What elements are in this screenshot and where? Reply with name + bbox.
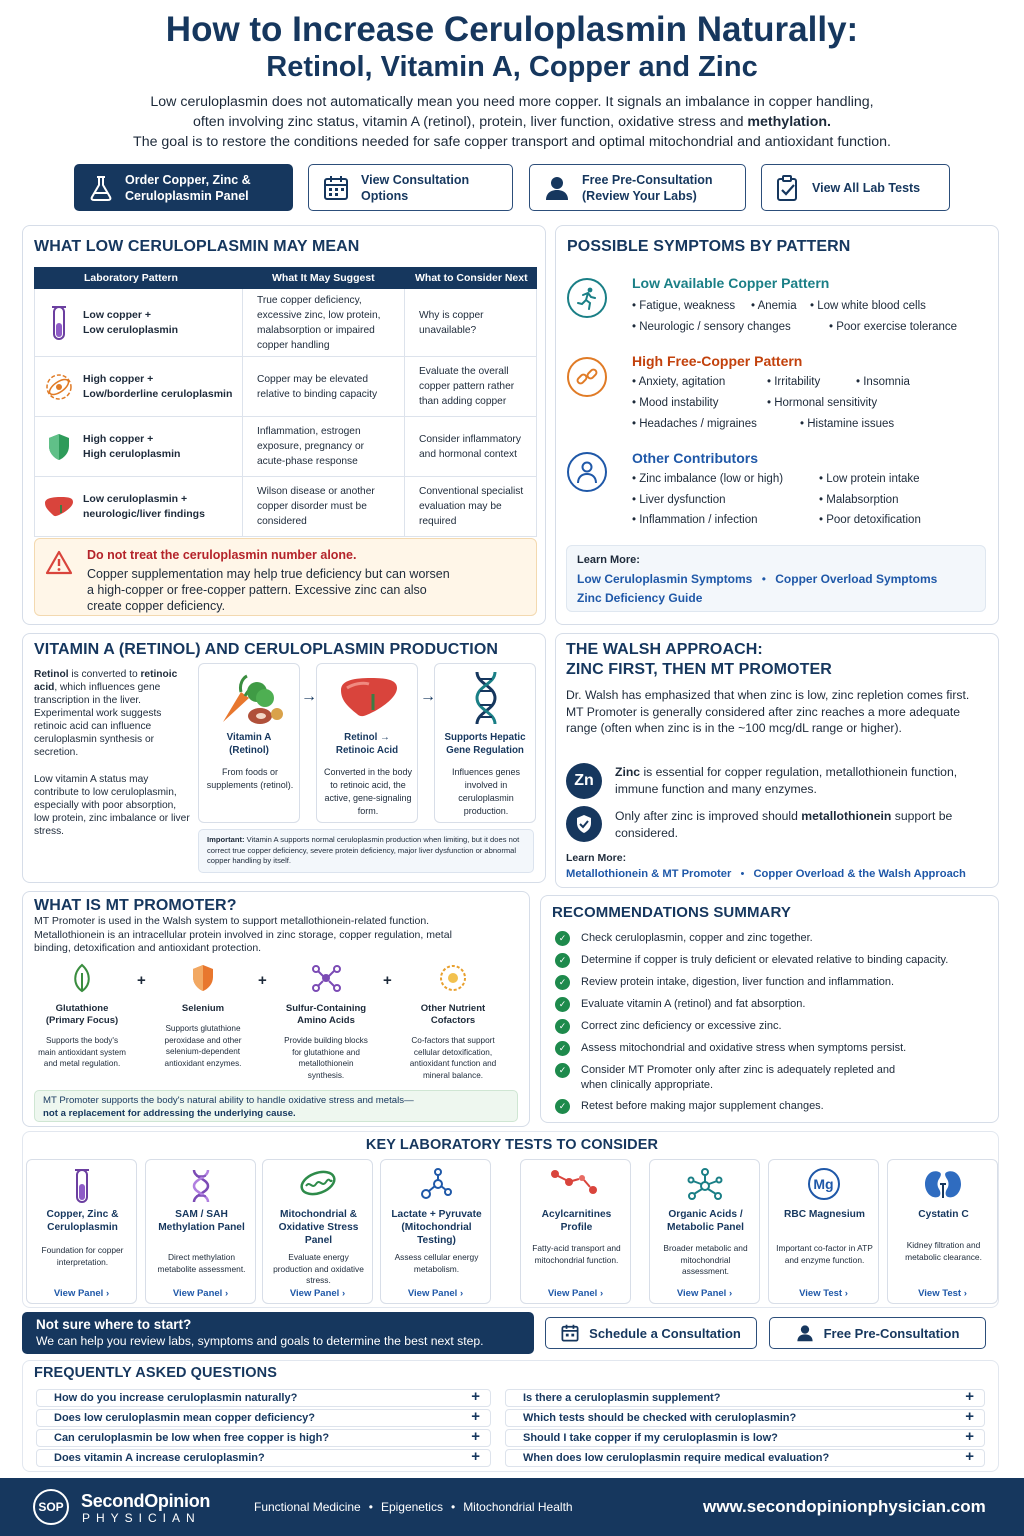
recommendation-item: ✓ Consider MT Promoter only after zinc is adequately repleted and when clinically appropriate. <box>555 1063 915 1093</box>
symptom-item: • Liver dysfunction <box>632 494 726 506</box>
check-icon: ✓ <box>555 1041 570 1056</box>
check-icon: ✓ <box>555 1019 570 1034</box>
plus-icon: + <box>471 1448 480 1465</box>
runner-icon <box>567 278 607 318</box>
recommendation-item: ✓ Evaluate vitamin A (retinol) and fat absorption. <box>555 997 975 1012</box>
brand-name: SecondOpinion <box>81 1491 211 1511</box>
footer-tagline: Functional Medicine • Epigenetics • Mitochondrial Health <box>254 1500 573 1514</box>
check-icon: ✓ <box>555 997 570 1012</box>
zinc-badge: Zn <box>566 763 602 799</box>
plus-icon: + <box>471 1428 480 1445</box>
mt-promoter-title: WHAT IS MT PROMOTER? <box>34 897 237 914</box>
check-icon: ✓ <box>555 1099 570 1114</box>
molecule-icon <box>311 963 341 993</box>
recommendation-item: ✓ Correct zinc deficiency or excessive zinc. <box>555 1019 975 1034</box>
table-row: Low ceruloplasmin + neurologic/liver findings Wilson disease or another copper disorder must be considered Conventional specialist evaluation may be required <box>34 477 537 537</box>
plus-icon: + <box>965 1428 974 1445</box>
free-preconsultation-button[interactable]: Free Pre-Consultation <box>769 1317 986 1349</box>
vitamin-a-paragraph-2: Low vitamin A status may contribute to low ceruloplasmin, especially with poor absorption, low protein, zinc imbalance or liver stress. <box>34 774 190 837</box>
low-ceruloplasmin-title: WHAT LOW CERULOPLASMIN MAY MEAN <box>34 238 360 255</box>
calendar-icon <box>561 1324 579 1342</box>
clipboard-icon <box>776 175 800 201</box>
symptom-item: • Histamine issues <box>800 418 895 430</box>
symptom-item: • Low white blood cells <box>810 300 926 312</box>
check-icon: ✓ <box>555 931 570 946</box>
view-panel-link[interactable]: View Panel › <box>676 1288 733 1299</box>
vegetables-icon <box>215 672 285 726</box>
consultation-options-button[interactable]: View Consultation Options <box>308 164 513 211</box>
recommendations-title: RECOMMENDATIONS SUMMARY <box>552 904 791 921</box>
view-panel-link[interactable]: View Panel › <box>547 1288 604 1299</box>
faq-item[interactable]: Which tests should be checked with ceruloplasmin? + <box>505 1409 985 1427</box>
broken-link-icon <box>567 357 607 397</box>
lab-test-card[interactable]: Mg RBC Magnesium Important co-factor in ATP and enzyme function. View Test › <box>768 1159 879 1304</box>
vitamin-a-important-note: Important: Vitamin A supports normal ceruloplasmin production when limiting, but it does not correct true copper deficiency, severe protein deficiency, major liver dysfunction or abnormal copper handling by itself. <box>198 829 534 873</box>
person-icon <box>544 175 570 201</box>
plus-icon: + <box>471 1408 480 1425</box>
schedule-consultation-button[interactable]: Schedule a Consultation <box>545 1317 757 1349</box>
sun-cofactor-icon <box>438 963 468 993</box>
symptom-item: • Malabsorption <box>819 494 899 506</box>
walsh-learn-more: Learn More: Metallothionein & MT Promoter • Copper Overload & the Walsh Approach <box>566 852 966 880</box>
shield-icon <box>566 806 602 842</box>
symptom-item: • Low protein intake <box>819 473 920 485</box>
recommendation-item: ✓ Assess mitochondrial and oxidative stress when symptoms persist. <box>555 1041 975 1056</box>
link-low-ceruloplasmin-symptoms[interactable]: Low Ceruloplasmin Symptoms <box>577 572 753 586</box>
mt-item: Other Nutrient Cofactors Co-factors that support cellular detoxification, antioxidant function and mineral balance. <box>408 963 498 1081</box>
vitamin-a-paragraph-1: Retinol is converted to retinoic acid, which influences gene transcription in the liver. Experimental work suggests retinoic acid can influence ceruloplasmin synthesis or secretion. <box>34 669 178 758</box>
lab-tests-title: KEY LABORATORY TESTS TO CONSIDER <box>365 1137 659 1153</box>
lab-test-card[interactable]: SAM / SAH Methylation Panel Direct methylation metabolite assessment. View Panel › <box>145 1159 256 1304</box>
walsh-title-1: THE WALSH APPROACH: <box>566 641 763 658</box>
symptom-item: • Anxiety, agitation <box>632 376 726 388</box>
faq-title: FREQUENTLY ASKED QUESTIONS <box>34 1365 277 1381</box>
lab-test-card[interactable]: Mitochondrial & Oxidative Stress Panel Evaluate energy production and oxidative stress. View Panel › <box>262 1159 373 1304</box>
molecule-chain-icon <box>549 1168 603 1198</box>
vitamin-a-step: Vitamin A (Retinol) From foods or supplements (retinol). <box>198 663 300 823</box>
lab-table-header: Laboratory Pattern What It May Suggest What to Consider Next <box>34 267 537 289</box>
symptom-item: • Irritability <box>767 376 821 388</box>
brand-sub: PHYSICIAN <box>82 1511 201 1525</box>
symptom-item: • Insomnia <box>856 376 910 388</box>
view-all-lab-tests-button[interactable]: View All Lab Tests <box>761 164 950 211</box>
shield-icon <box>190 963 216 993</box>
flask-icon <box>89 175 113 201</box>
mt-item: Glutathione (Primary Focus) Supports the body's main antioxidant system and metal regulation. <box>37 963 127 1070</box>
view-test-link[interactable]: View Test › <box>918 1288 967 1299</box>
liver-icon <box>337 674 401 720</box>
footer <box>0 1478 1024 1536</box>
symptom-item: • Neurologic / sensory changes <box>632 321 791 333</box>
mt-item: Selenium Supports glutathione peroxidase and other selenium-dependent antioxidant enzymes. <box>158 963 248 1069</box>
mt-promoter-paragraph: MT Promoter is used in the Walsh system to support metallothionein-related function. Metallothionein is an intracellular protein involved in zinc storage, copper regulation, metal binding, detoxification and antioxidant protection. <box>34 915 452 954</box>
faq-item[interactable]: Does vitamin A increase ceruloplasmin? + <box>36 1449 491 1467</box>
view-panel-link[interactable]: View Panel › <box>407 1288 464 1299</box>
patient-icon <box>567 452 607 492</box>
symptom-item: • Hormonal sensitivity <box>767 397 878 409</box>
check-icon: ✓ <box>555 975 570 990</box>
page-title: How to Increase Ceruloplasmin Naturally: <box>165 10 859 49</box>
symptoms-title: POSSIBLE SYMPTOMS BY PATTERN <box>567 238 851 255</box>
lab-test-card[interactable]: Lactate + Pyruvate (Mitochondrial Testing) Assess cellular energy metabolism. View Panel › <box>380 1159 491 1304</box>
faq-item[interactable]: Does low ceruloplasmin mean copper deficiency? + <box>36 1409 491 1427</box>
table-row: Low copper + Low ceruloplasmin True copper deficiency, excessive zinc, low protein, malabsorption or impaired copper handling Why is copper unavailable? <box>34 289 537 357</box>
dna-icon <box>190 1168 212 1204</box>
page-subtitle: Retinol, Vitamin A, Copper and Zinc <box>266 51 758 83</box>
walsh-mt-text: Only after zinc is improved should metallothionein support be considered. <box>615 809 953 840</box>
leaf-icon <box>69 963 95 993</box>
plus-icon: + <box>965 1408 974 1425</box>
plus-icon: + <box>383 972 392 989</box>
symptom-item: • Zinc imbalance (low or high) <box>632 473 784 485</box>
faq-item[interactable]: How do you increase ceruloplasmin naturally? + <box>36 1389 491 1407</box>
link-copper-overload-walsh[interactable]: Copper Overload & the Walsh Approach <box>753 868 966 880</box>
link-zinc-deficiency-guide[interactable]: Zinc Deficiency Guide <box>577 591 703 605</box>
walsh-paragraph: Dr. Walsh has emphasized that when zinc is low, zinc repletion comes first. MT Promoter is generally considered after zinc reaches a more adequate range (often when zinc is in the ~100 mcg/dL range or higher). <box>566 688 970 735</box>
network-icon <box>687 1168 723 1204</box>
check-icon: ✓ <box>555 953 570 968</box>
other-contributors-title: Other Contributors <box>632 450 758 466</box>
lab-test-card[interactable]: Acylcarnitines Profile Fatty-acid transport and mitochondrial function. View Panel › <box>520 1159 631 1304</box>
recommendation-item: ✓ Review protein intake, digestion, liver function and inflammation. <box>555 975 975 990</box>
website-link[interactable]: www.secondopinionphysician.com <box>703 1497 986 1516</box>
cta-banner: Not sure where to start? We can help you review labs, symptoms and goals to determine the best next step. <box>22 1312 534 1354</box>
warning-icon <box>45 550 73 575</box>
person-icon <box>796 1324 814 1342</box>
mg-icon: Mg <box>808 1168 840 1200</box>
view-panel-link[interactable]: View Panel › <box>172 1288 229 1299</box>
vitamin-a-step: Supports Hepatic Gene Regulation Influences genes involved in ceruloplasmin production. <box>434 663 536 823</box>
test-tube-icon <box>51 305 67 341</box>
link-copper-overload-symptoms[interactable]: Copper Overload Symptoms <box>775 572 938 586</box>
arrow-icon: → <box>420 688 436 705</box>
warning-box: Do not treat the ceruloplasmin number alone. Copper supplementation may help true deficiency but can worsen a high-copper or free-copper pattern. Excessive zinc can also create copper deficiency. <box>34 538 537 616</box>
arrow-icon: → <box>301 688 317 705</box>
lab-test-card[interactable]: Copper, Zinc & Ceruloplasmin Foundation for copper interpretation. View Panel › <box>26 1159 137 1304</box>
sop-logo-mark: SOP <box>33 1489 69 1525</box>
view-panel-link[interactable]: View Panel › <box>53 1288 110 1299</box>
symptom-item: • Inflammation / infection <box>632 514 758 526</box>
plus-icon: + <box>965 1448 974 1465</box>
symptom-item: • Headaches / migraines <box>632 418 757 430</box>
table-row: High copper + High ceruloplasmin Inflammation, estrogen exposure, pregnancy or acute-phase response Consider inflammatory and hormonal context <box>34 417 537 477</box>
low-copper-pattern-title: Low Available Copper Pattern <box>632 275 830 291</box>
symptom-item: • Mood instability <box>632 397 719 409</box>
lab-test-card[interactable]: Organic Acids / Metabolic Panel Broader metabolic and mitochondrial assessment. View Panel › <box>649 1159 760 1304</box>
calendar-icon <box>323 175 349 201</box>
faq-item[interactable]: Should I take copper if my ceruloplasmin is low? + <box>505 1429 985 1447</box>
symptoms-learn-more: Learn More: Low Ceruloplasmin Symptoms • Copper Overload Symptoms Zinc Deficiency Guide <box>566 545 986 612</box>
symptom-item: • Fatigue, weakness <box>632 300 736 312</box>
faq-item[interactable]: Is there a ceruloplasmin supplement? + <box>505 1389 985 1407</box>
symptom-item: • Poor detoxification <box>819 514 921 526</box>
plus-icon: + <box>471 1388 480 1405</box>
check-icon: ✓ <box>555 1063 570 1078</box>
recommendation-item: ✓ Retest before making major supplement changes. <box>555 1099 975 1114</box>
walsh-title-2: ZINC FIRST, THEN MT PROMOTER <box>566 661 832 678</box>
intro-text: Low ceruloplasmin does not automatically mean you need more copper. It signals an imbalance in copper handling, often involving zinc status, vitamin A (retinol), protein, liver function, oxidative stress and methylation. The goal is to restore the conditions needed for safe copper transport and optimal mitochondrial and antioxidant function. <box>133 94 891 150</box>
recommendation-item: ✓ Determine if copper is truly deficient or elevated relative to binding capacity. <box>555 953 975 968</box>
mt-item: Sulfur-Containing Amino Acids Provide building blocks for glutathione and metallothionein synthesis. <box>281 963 371 1081</box>
dna-icon <box>471 670 501 726</box>
copper-atom-icon <box>44 372 74 402</box>
shield-icon <box>46 432 72 462</box>
faq-item[interactable]: When does low ceruloplasmin require medical evaluation? + <box>505 1449 985 1467</box>
walsh-zinc-text: Zinc is essential for copper regulation, metallothionein function, immune function and many enzymes. <box>615 765 958 796</box>
order-panel-button[interactable]: Order Copper, Zinc & Ceruloplasmin Panel <box>74 164 293 211</box>
lab-test-card[interactable]: Cystatin C Kidney filtration and metabolic clearance. View Test › <box>887 1159 998 1304</box>
plus-icon: + <box>258 972 267 989</box>
recommendation-item: ✓ Check ceruloplasmin, copper and zinc together. <box>555 931 975 946</box>
kidney-icon <box>923 1168 963 1200</box>
link-metallothionein-mt-promoter[interactable]: Metallothionein & MT Promoter <box>566 868 732 880</box>
vitamin-a-title: VITAMIN A (RETINOL) AND CERULOPLASMIN PRODUCTION <box>34 641 499 658</box>
vitamin-a-step: Retinol → Retinoic Acid Converted in the body to retinoic acid, the active, gene-signaling form. <box>316 663 418 823</box>
view-test-link[interactable]: View Test › <box>799 1288 848 1299</box>
table-row: High copper + Low/borderline ceruloplasmin Copper may be elevated relative to binding capacity Evaluate the overall copper pattern rather than adding copper <box>34 357 537 417</box>
test-tube-icon <box>74 1168 90 1204</box>
free-preconsultation-button[interactable]: Free Pre-Consultation (Review Your Labs) <box>529 164 746 211</box>
symptom-item: • Poor exercise tolerance <box>829 321 958 333</box>
plus-icon: + <box>965 1388 974 1405</box>
mitochondria-icon <box>298 1168 338 1198</box>
symptom-item: • Anemia <box>751 300 797 312</box>
faq-item[interactable]: Can ceruloplasmin be low when free copper is high? + <box>36 1429 491 1447</box>
plus-icon: + <box>137 972 146 989</box>
mt-promoter-note: MT Promoter supports the body's natural ability to handle oxidative stress and metals— not a replacement for addressing the underlying cause. <box>34 1090 518 1122</box>
molecule-icon <box>418 1168 454 1202</box>
high-copper-pattern-title: High Free-Copper Pattern <box>632 353 803 369</box>
liver-icon <box>43 495 75 519</box>
view-panel-link[interactable]: View Panel › <box>289 1288 346 1299</box>
